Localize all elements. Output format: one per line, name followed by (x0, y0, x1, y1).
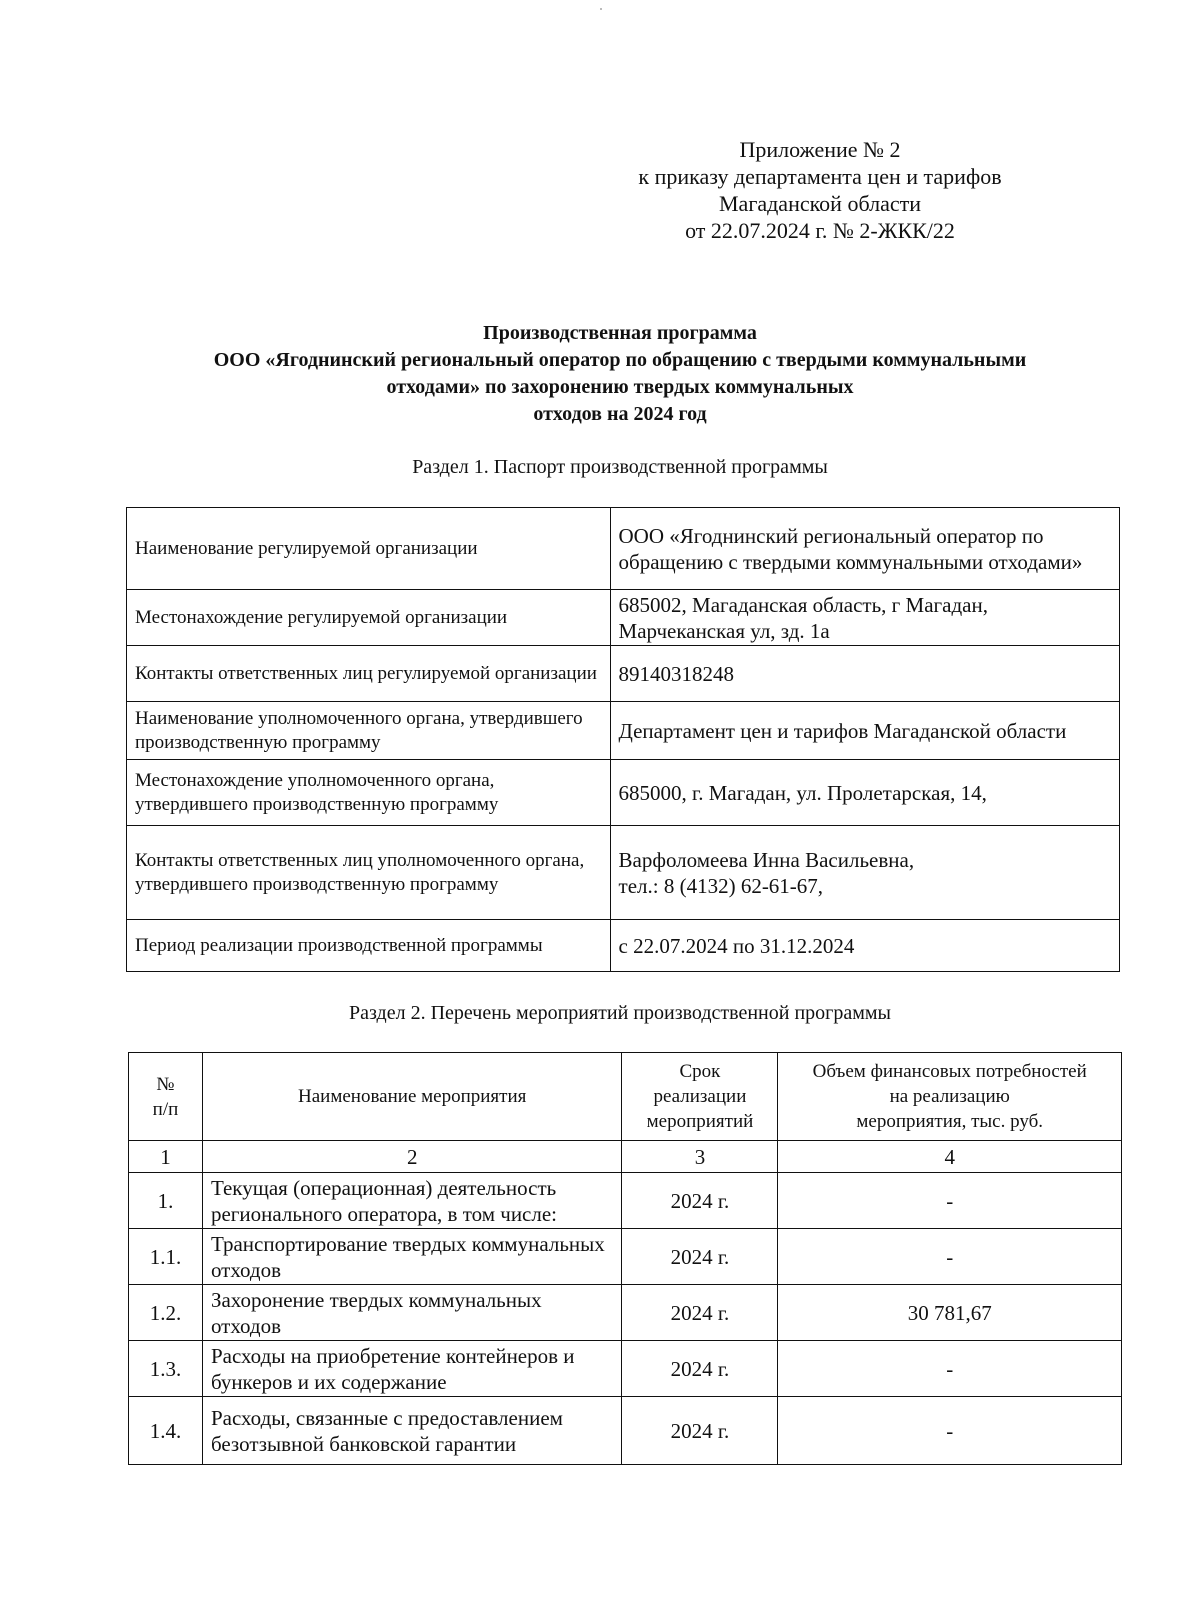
row-number: 1.3. (129, 1341, 203, 1397)
row-number: 1.1. (129, 1229, 203, 1285)
contact-person: Варфоломеева Инна Васильевна, (618, 847, 915, 872)
row-term: 2024 г. (622, 1341, 778, 1397)
column-number: 1 (129, 1141, 203, 1173)
table-row (129, 1285, 1122, 1341)
contact-phone: тел.: 8 (4132) 62-61-67, (618, 873, 824, 898)
table-row (127, 508, 1120, 590)
header-text: мероприятий (646, 1111, 754, 1132)
section-1-heading: Раздел 1. Паспорт производственной программы (412, 456, 828, 478)
row-name: Транспортирование твердых коммунальных отходов (202, 1229, 622, 1285)
row-name: Расходы на приобретение контейнеров и бункеров и их содержание (202, 1341, 622, 1397)
header-text: Объем финансовых потребностей (812, 1061, 1087, 1082)
passport-label: Местонахождение регулируемой организации (127, 590, 611, 646)
column-number: 2 (202, 1141, 622, 1173)
header-text: мероприятия, тыс. руб. (856, 1111, 1044, 1132)
passport-value: 685002, Магаданская область, г Магадан, Марчеканская ул, зд. 1а (610, 590, 1119, 646)
header-volume (778, 1053, 1122, 1141)
passport-value: 89140318248 (610, 646, 1119, 702)
section-2-heading: Раздел 2. Перечень мероприятий производственной программы (349, 1002, 891, 1024)
passport-label: Контакты ответственных лиц регулируемой организации (127, 646, 611, 702)
row-name: Текущая (операционная) деятельность регионального оператора, в том числе: (202, 1173, 622, 1229)
column-number-row (129, 1141, 1122, 1173)
header-name: Наименование мероприятия (202, 1053, 622, 1141)
appendix-date: от 22.07.2024 г. № 2-ЖКК/22 (685, 218, 955, 243)
title-line-2: ООО «Ягоднинский региональный оператор по обращению с твердыми коммунальными (213, 349, 1027, 371)
passport-label: Местонахождение уполномоченного органа, утвердившего производственную программу (127, 760, 611, 826)
row-volume: - (778, 1397, 1122, 1465)
table-row (127, 760, 1120, 826)
column-number: 3 (622, 1141, 778, 1173)
header-term (622, 1053, 778, 1141)
events-table (128, 1052, 1122, 1465)
row-number: 1.4. (129, 1397, 203, 1465)
row-name: Захоронение твердых коммунальных отходов (202, 1285, 622, 1341)
row-number: 1.2. (129, 1285, 203, 1341)
row-term: 2024 г. (622, 1229, 778, 1285)
passport-value: ООО «Ягоднинский региональный оператор по обращению с твердыми коммунальными отходами» (610, 508, 1119, 590)
table-row (127, 646, 1120, 702)
row-volume: - (778, 1229, 1122, 1285)
document-title (140, 320, 1100, 428)
table-row (127, 702, 1120, 760)
header-text: № (156, 1073, 175, 1095)
passport-value: 685000, г. Магадан, ул. Пролетарская, 14, (610, 760, 1119, 826)
table-row (129, 1173, 1122, 1229)
passport-table (126, 507, 1120, 972)
header-text: Срок (679, 1061, 721, 1082)
row-term: 2024 г. (622, 1173, 778, 1229)
table-row (127, 590, 1120, 646)
title-line-1: Производственная программа (483, 322, 757, 344)
passport-value (610, 826, 1119, 920)
appendix-number: Приложение № 2 (739, 137, 901, 162)
appendix-region: Магаданской области (719, 191, 921, 216)
passport-label: Наименование регулируемой организации (127, 508, 611, 590)
passport-label: Период реализации производственной программы (127, 920, 611, 972)
header-text: на реализацию (889, 1086, 1010, 1107)
passport-label: Контакты ответственных лиц уполномоченного органа, утвердившего производственную программу (127, 826, 611, 920)
row-name: Расходы, связанные с предоставлением безотзывной банковской гарантии (202, 1397, 622, 1465)
table-row (129, 1229, 1122, 1285)
passport-value: Департамент цен и тарифов Магаданской области (610, 702, 1119, 760)
table-row (129, 1397, 1122, 1465)
table-header-row (129, 1053, 1122, 1141)
appendix-order-ref: к приказу департамента цен и тарифов (638, 164, 1002, 189)
column-number: 4 (778, 1141, 1122, 1173)
row-term: 2024 г. (622, 1397, 778, 1465)
passport-label: Наименование уполномоченного органа, утвердившего производственную программу (127, 702, 611, 760)
header-number (129, 1053, 203, 1141)
passport-value: с 22.07.2024 по 31.12.2024 (610, 920, 1119, 972)
title-line-3: отходами» по захоронению твердых коммунальных (386, 376, 854, 398)
header-text: п/п (152, 1098, 179, 1120)
row-number: 1. (129, 1173, 203, 1229)
appendix-block (560, 136, 1080, 244)
table-row (127, 920, 1120, 972)
scan-speck (600, 8, 602, 10)
table-row (129, 1341, 1122, 1397)
title-line-4: отходов на 2024 год (533, 403, 707, 425)
row-term: 2024 г. (622, 1285, 778, 1341)
row-volume: - (778, 1173, 1122, 1229)
header-text: реализации (653, 1086, 747, 1107)
table-row (127, 826, 1120, 920)
row-volume: - (778, 1341, 1122, 1397)
row-volume: 30 781,67 (778, 1285, 1122, 1341)
